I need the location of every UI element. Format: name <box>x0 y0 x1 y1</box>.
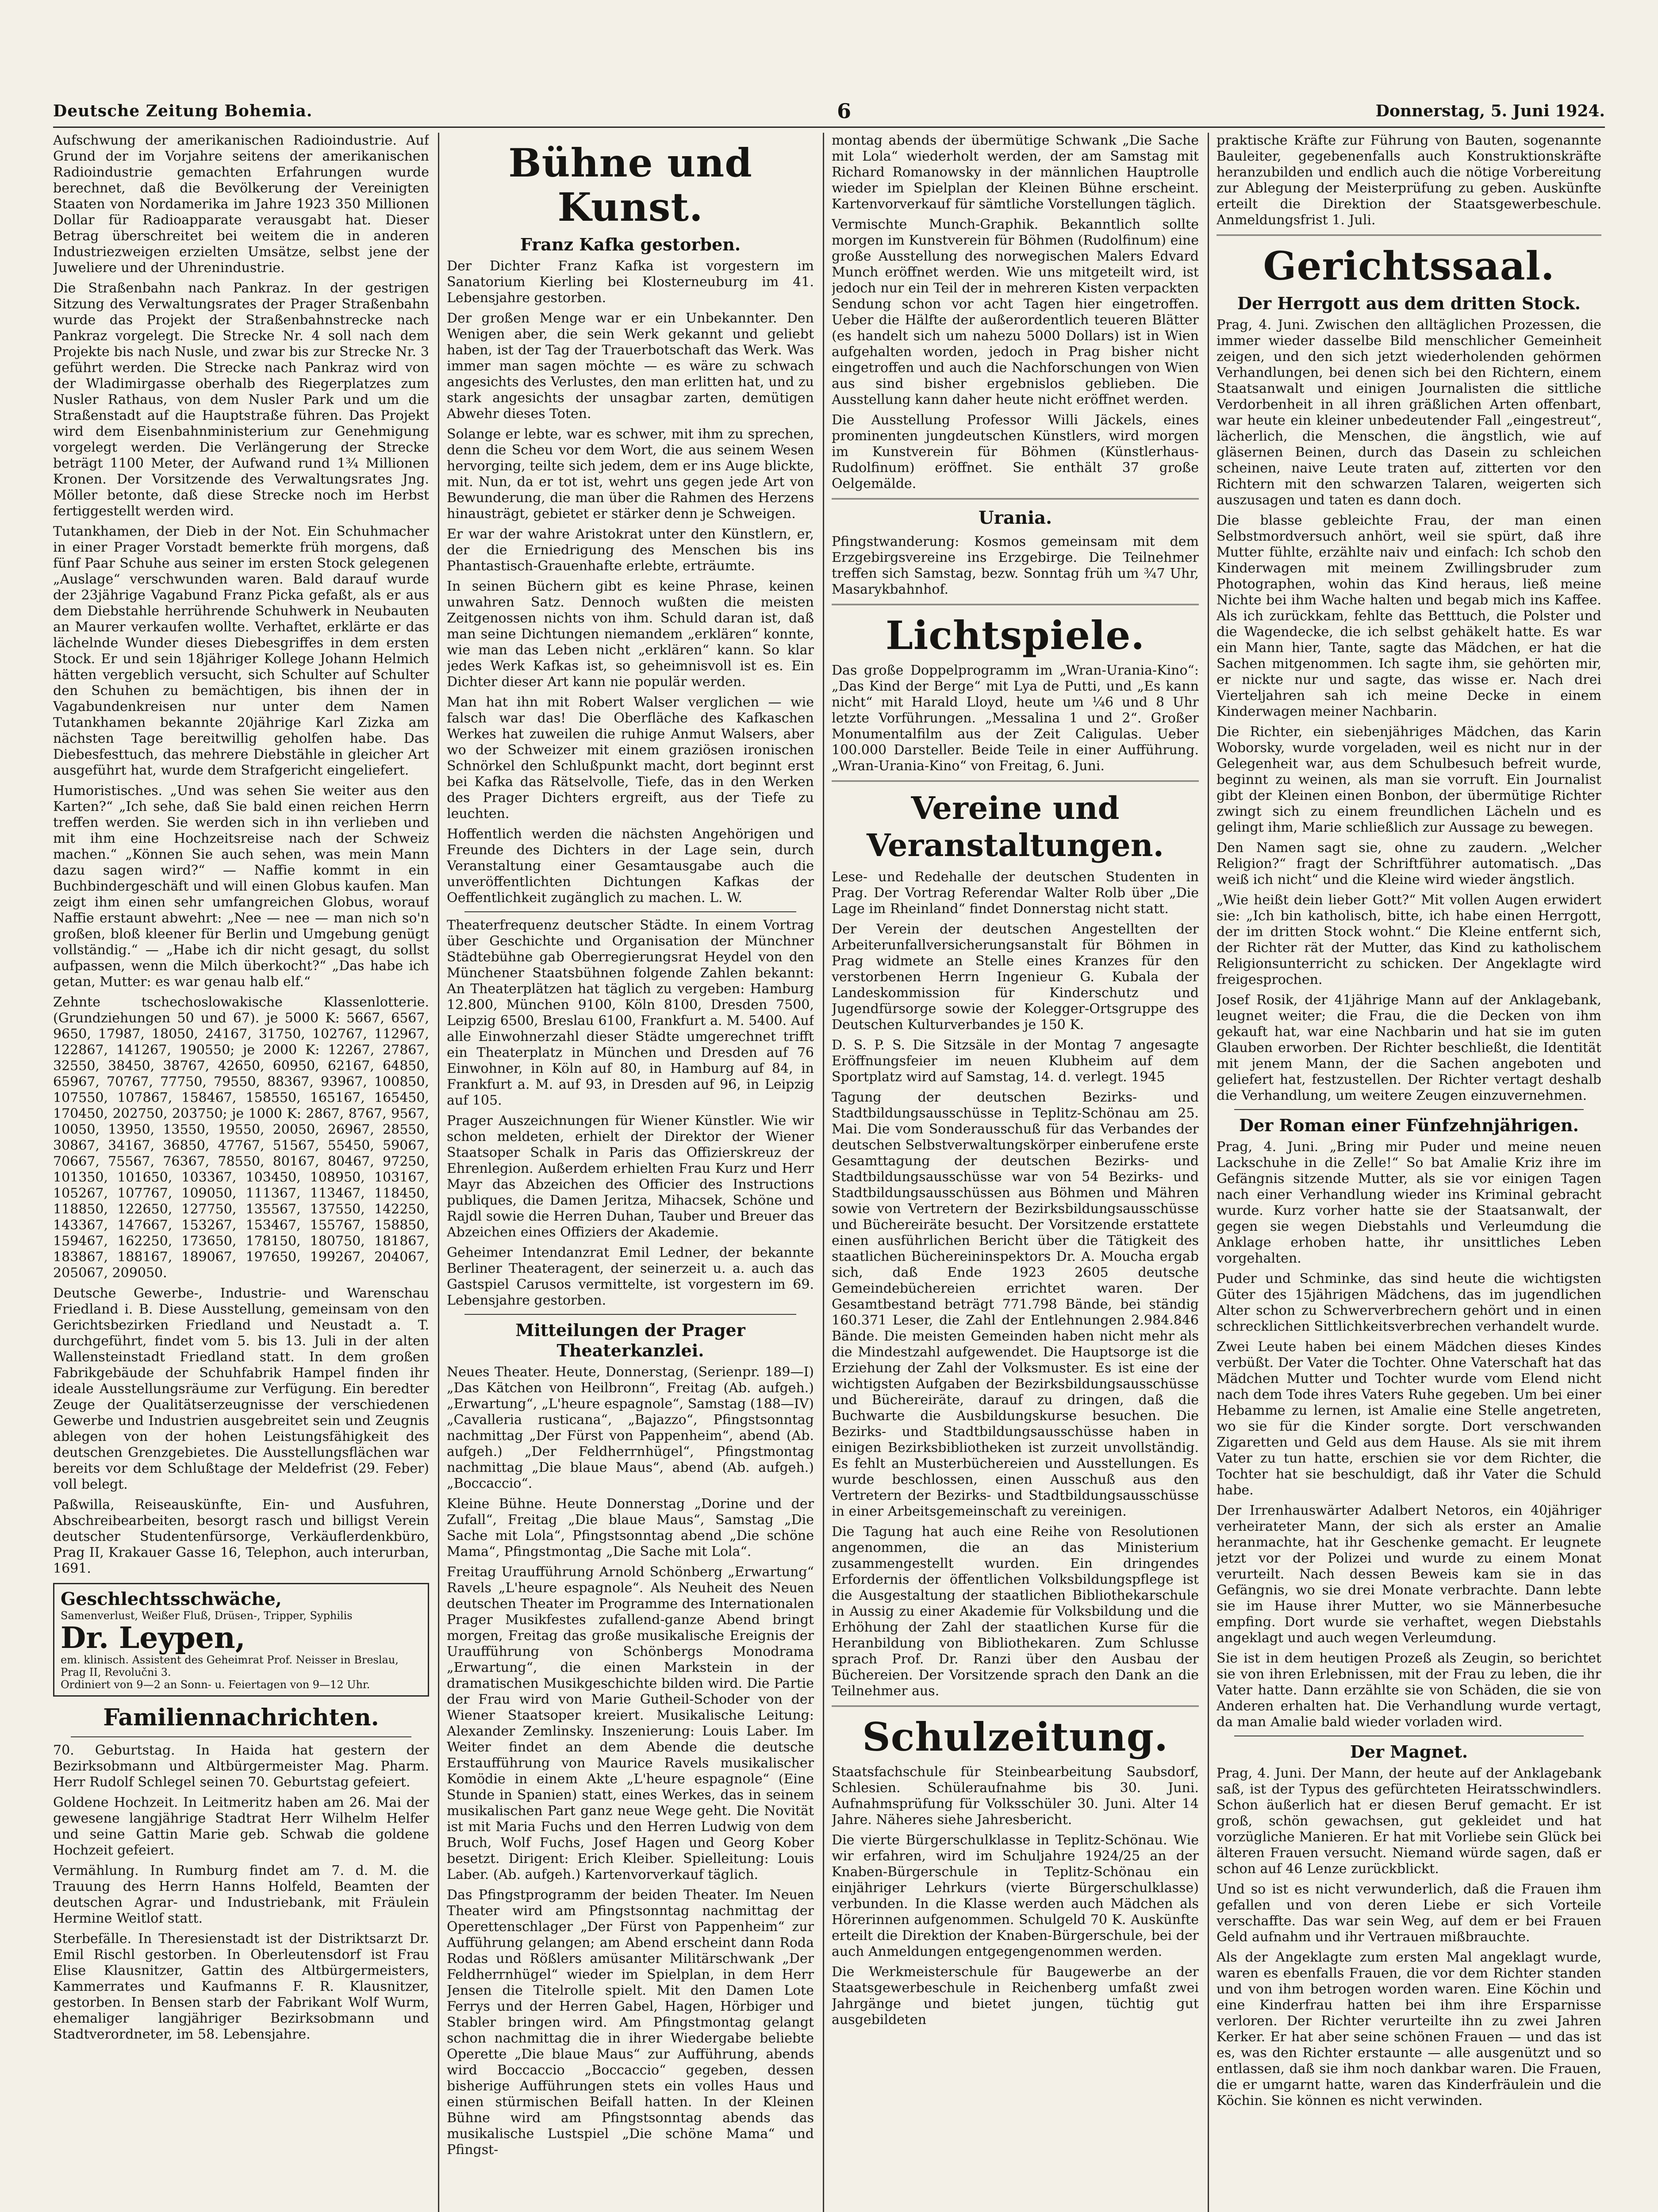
column-rule <box>1208 133 1209 2212</box>
event-notice: D. S. P. S. Die Sitzsäle in der Montag 7 angesagte Eröffnungsfeier im neuen Klubheim auf dem Sportplatz wird auf Samstag, 14. d. verlegt. 1945 <box>832 1037 1199 1085</box>
divider <box>464 1314 796 1315</box>
news-item: Deutsche Gewerbe-, Industrie- und Warenschau Friedland i. B. Diese Ausstellung, gemeinsam von den Gerichtsbezirken Friedland und Neustadt a. T. durchgeführt, findet vom 5. bis 13. Juli in der alten Wallensteinstadt Friedland statt. In dem großen Fabrikgebäude der Schuhfabrik Hampel finden ihr ideale Ausstellungsräume zur Verfügung. Ein beredter Zeuge der Qualitätserzeugnisse der verschiedenen Gewerbe und Industrien ausgebreitet sein und Zeugnis ablegen von der hohen Leistungsfähigkeit des deutschen Grenzgebietes. Die Ausstellungsflächen war bereits vor dem Schlußtage der Meldefrist (29. Feber) voll belegt. <box>53 1286 429 1492</box>
news-item: Prager Auszeichnungen für Wiener Künstler. Wie wir schon meldeten, erhielt der Direktor der Wiener Staatsoper Schalk in Paris das Offizierskreuz der Ehrenlegion. Außerdem erhielten Frau Kurz und Herr Mayr das Abzeichen des Officier des Instructions publiques, die Damen Jeritza, Mihacsek, Schöne und Rajdl sowie die Herren Duhan, Tauber und Breuer das Abzeichen eines Offiziers der Akademie. <box>447 1113 814 1240</box>
news-item: Pfingstwanderung: Kosmos gemeinsam mit dem Erzgebirgsvereine ins Erzgebirge. Die Teilnehmer treffen sich Samstag, bezw. Sonntag früh um ¾7 Uhr, Masarykbahnhof. <box>832 534 1199 597</box>
event-notice: Der Verein der deutschen Angestellten der Arbeiterunfallversicherungsanstalt für Böhmen in Prag widmete an Stelle eines Kranzes für den verstorbenen Herrn Ingenieur G. Kubala der Landeskommission für Kinderschutz und Jugendfürsorge sowie der Kolegger-Ortsgruppe des Deutschen Kulturverbandes je 150 K. <box>832 922 1199 1033</box>
ad-headline: Geschlechtsschwäche, <box>61 1589 282 1609</box>
theater-notice: Das Pfingstprogramm der beiden Theater. Im Neuen Theater wird am Pfingstsonntag nachmittag der Operettenschlager „Der Fürst von Pappenheim“ zur Aufführung gelangen; am Abend erscheint dann Roda Rodas und Rößlers amüsanter Militärschwank „Der Feldherrnhügel“ wieder im Spielplan, in dem Herr Jensen die Titelrolle spielt. Mit den Damen Lote Ferrys und der Herren Gabel, Hagen, Hörbiger und Stabler bringen wird. Am Pfingstmontag gelangt schon nachmittag die in ihrer Wiedergabe beliebte Operette „Die blaue Maus“ zur Aufführung, abends wird Boccaccio „Boccaccio“ gegeben, dessen bisherige Aufführungen stets ein volles Haus und einen stürmischen Beifall hatten. In der Kleinen Bühne wird am Pfingstsonntag abends das musikalische Lustspiel „Die schöne Mama“ und Pfingst- <box>447 1887 814 2158</box>
ad-doctor-name: Dr. Leypen, <box>61 1621 246 1655</box>
article-paragraph: Die blasse gebleichte Frau, der man einen Selbstmordversuch anhört, weil sie spürt, daß ihre Mutter fühlte, erzählte naiv und einfach: Ich schob den Kinderwagen mit meinem Zwillingsbruder zum Photographen, wohin das Kind heraus, ließ meine Nichte bei ihm Wache halten und begab mich ins Kaffee. Als ich zurückkam, fehlte das Betttuch, die Polster und die Wagendecke, die ich selbst gehäkelt hatte. Es war ein Mann hier, Tante, sagte das Mädchen, er hat die Sachen mitgenommen. Ich sagte ihm, sie gehörten mir, er nickte nur und sagte, das wisse er. Nach drei Vierteljahren sah ich meine Decke in einem Kinderwagen meiner Nachbarin. <box>1217 513 1601 719</box>
section-title-clubs-events: Vereine und Veranstaltungen. <box>866 790 1164 864</box>
family-notice: Vermählung. In Rumburg findet am 7. d. M. die Trauung des Herrn Hanns Holfeld, Beamten der deutschen Agrar- und Industriebank, mit Fräulein Hermine Weitlof statt. <box>53 1863 429 1926</box>
article-paragraph: Solange er lebte, war es schwer, mit ihm zu sprechen, denn die Scheu vor dem Wort, die aus seinem Wesen hervorging, teilte sich jedem, dem er ins Auge blickte, mit. Nun, da er tot ist, wehrt uns gegen jede Art von Bewunderung, die man über die Rahmen des Herzens hinausträgt, gebietet er stärker denn je Schweigen. <box>447 426 814 522</box>
divider <box>832 498 1199 499</box>
family-notice: Goldene Hochzeit. In Leitmeritz haben am 26. Mai der gewesene langjährige Stadtrat Herr Wilhelm Helfer und seine Gattin Marie geb. Schwab die goldene Hochzeit gefeiert. <box>53 1795 429 1858</box>
article-title-herrgott: Der Herrgott aus dem dritten Stock. <box>1237 293 1581 313</box>
section-title-school-news: Schulzeitung. <box>862 1714 1168 1760</box>
article-paragraph: Den Namen sagt sie, ohne zu zaudern. „Welcher Religion?“ fragt der Schriftführer automatisch. „Das weiß ich nicht“ und die Kleine wird wieder ängstlich. <box>1217 840 1601 887</box>
event-notice: Lese- und Redehalle der deutschen Studenten in Prag. Der Vortrag Referendar Walter Rolb über „Die Lage im Rheinland“ findet Donnerstag nicht statt. <box>832 869 1199 917</box>
article-paragraph: Prag, 4. Juni. „Bring mir Puder und meine neuen Lackschuhe in die Zelle!“ So bat Amalie Kriz ihre im Gefängnis sitzende Mutter, als sie vor einigen Tagen nach einer Verhandlung wieder ins Kriminal gebracht wurde. Kurz vorher hatte sie der Staatsanwalt, der gegen sie wegen Diebstahls und Verleumdung die Anklage erhoben hatte, ihr unsittliches Leben vorgehalten. <box>1217 1139 1601 1266</box>
article-paragraph: „Wie heißt dein lieber Gott?“ Mit vollen Augen erwidert sie: „Ich bin katholisch, bitte, ich habe einen Herrgott, der im dritten Stock wohnt.“ Die Kleine entfernt sich, der Richter rät der Mutter, das Kind zu katholischem Religionsunterricht zu schicken. Der Angeklagte wird freigesprochen. <box>1217 892 1601 987</box>
article-title-magnet: Der Magnet. <box>1350 1742 1468 1762</box>
divider <box>1234 1109 1584 1110</box>
divider <box>71 1736 411 1737</box>
article-paragraph: Hoffentlich werden die nächsten Angehörigen und Freunde des Dichters in der Lage sein, durch Veranstaltung einer Gesamtausgabe auch die unveröffentlichten Dichtungen Kafkas der Oeffentlichkeit zugänglich zu machen. L. W. <box>447 826 814 906</box>
article-paragraph: Puder und Schminke, das sind heute die wichtigsten Güter des 15jährigen Mädchens, das im jugendlichen Alter schon zu Schwerverbrechern gehört und in einen schrecklichen Sittlichkeitsverbrechen verhandelt wurde. <box>1217 1271 1601 1334</box>
article-paragraph: Der Dichter Franz Kafka ist vorgestern im Sanatorium Kierling bei Klosterneuburg im 41. Lebensjahre gestorben. <box>447 258 814 306</box>
column-4 <box>1217 133 1601 2212</box>
event-notice: Tagung der deutschen Bezirks- und Stadtbildungsausschüsse in Teplitz-Schönau am 25. Mai. Die vom Sonderausschuß für das Verbandes der deutschen Selbstverwaltungskörper einberufene erste Gesamttagung der deutschen Bezirks- und Stadtbildungsausschüsse war von 54 Bezirks- und Stadtbildungsausschüssen aus Böhmen und Mähren sowie von Vertretern der Bezirksbildungsausschüsse und Büchereiräte besucht. Der Vorsitzende erstattete einen ausführlichen Bericht über die Tätigkeit des staatlichen Büchereininspektors Dr. A. Moucha ergab sich, daß Ende 1923 2605 deutsche Gemeindebüchereien errichtet waren. Der Gesamtbestand beträgt 771.798 Bände, bei ständig 160.371 Leser, die Zahl der Entlehnungen 2.984.846 Bände. Die meisten Gemeinden haben nicht mehr als die Mindestzahl aufgewendet. Die Hauptsorge ist die Erziehung der Zahl der Volksmuster. Es ist eine der wichtigsten Aufgaben der Bezirksbildungsausschüsse und Büchereiräte, darauf zu dringen, daß die Buchwarte die Ausbildungskurse besuchen. Die Bezirks- und Stadtbildungsausschüsse haben in einigen Bezirksbibliotheken ist zurzeit unvollständig. Es fehlt an Musterbüchereien und Ausstellungen. Es wurde beschlossen, einen Ausschuß aus den Vertretern der Bezirks- und Stadtbildungsausschüsse in einer Arbeitsgemeinschaft zu vereinigen. <box>832 1090 1199 1519</box>
divider <box>832 780 1199 782</box>
article-paragraph: Zwei Leute haben bei einem Mädchen dieses Kindes verbüßt. Der Vater die Tochter. Ohne Vaterschaft hat das Mädchen Mutter und Tochter wurde vom Elend nicht nach dem Tode ihres Vaters Ruhe gegeben. Um bei einer Hebamme zu lernen, ist Amalie eine Stelle angetreten, wo sie für die Kinder sorgte. Dort verschwanden Zigaretten und Geld aus dem Hause. Als sie mit ihrem Vater zu tun hatte, erschien sie vor dem Richter, die Tochter hat sie beschuldigt, daß ihr Vater die Schuld habe. <box>1217 1339 1601 1498</box>
article-title-kafka: Franz Kafka gestorben. <box>520 234 741 254</box>
page-header <box>53 96 1605 128</box>
section-title-courtroom: Gerichtssaal. <box>1263 243 1555 289</box>
news-item: Aufschwung der amerikanischen Radioindustrie. Auf Grund der im Vorjahre seitens der amerikanischen Radioindustrie gemachten Erfahrungen wurde berechnet, daß die Bevölkerung der Vereinigten Staaten von Nordamerika im Jahre 1923 350 Millionen Dollar für Radioapparate verausgabt hat. Dieser Betrag überschreitet bei weitem die in anderen Industriezweigen erzielten Umsätze, selbst jene der Juweliere und der Uhrenindustrie. <box>53 133 429 276</box>
news-item: Humoristisches. „Und was sehen Sie weiter aus den Karten?“ „Ich sehe, daß Sie bald einen reichen Herrn treffen werden. Sie werden sich in ihn verlieben und mit ihm eine Hochzeitsreise nach der Schweiz machen.“ „Können Sie auch sehen, was mein Mann dazu sagen wird?“ — Naffie kommt in ein Buchbindergeschäft und will einen Globus kaufen. Man zeigt ihm einen sehr umfangreichen Globus, worauf Naffie erstaunt abwehrt: „Nee — nee — man nich so'n großen, bloß kleener für Berlin und Umgebung genügt vollständig.“ — „Habe ich dir nicht gesagt, du sollst aufpassen, wenn die Milch überkocht?“ „Das habe ich getan, Mutter: es war genau halb elf.“ <box>53 783 429 990</box>
news-item: Theaterfrequenz deutscher Städte. In einem Vortrag über Geschichte und Organisation der Münchner Städtebühne gab Oberregierungsrat Heydel von den Münchener Staatsbühnen folgende Zahlen bekannt: An Theaterplätzen hat täglich zu vergeben: Hamburg 12.800, München 9100, Köln 8100, Dresden 7500, Leipzig 6500, Breslau 6100, Frankfurt a. M. 5400. Auf alle Einwohnerzahl dieser Städte umgerechnet trifft ein Theaterplatz in München und Dresden auf 76 Einwohner, in Köln auf 80, in Hamburg auf 84, in Frankfurt a. M. auf 93, in Dresden auf 96, in Leipzig auf 105. <box>447 918 814 1108</box>
cinema-notice: Das große Doppelprogramm im „Wran-Urania-Kino“: „Das Kind der Berge“ mit Lya de Putti, und „Es kann nicht“ mit Harald Lloyd, heute um ¼6 und 8 Uhr letzte Vorführungen. „Messalina 1 und 2“. Großer Monumentalfilm aus der Zeit Caligulas. Ueber 100.000 Darsteller. Beide Teile in einer Aufführung. „Wran-Urania-Kino“ von Freitag, 6. Juni. <box>832 663 1199 774</box>
section-title-stage-and-art: Bühne und Kunst. <box>508 140 752 230</box>
news-item: Tutankhamen, der Dieb in der Not. Ein Schuhmacher in einer Prager Vorstadt bemerkte früh morgens, daß fünf Paar Schuhe aus seiner im ersten Stock gelegenen „Auslage“ verschwunden waren. Bald darauf wurde der 23jährige Vagabund Franz Picka gefaßt, als er aus dem Diebstahle herrührende Schuhwerk in Neubauten an Maurer verkaufen wollte. Verhaftet, erklärte er das lächelnde Wunder dieses Diebesgriffes in dem ersten Stock. Er und sein 18jähriger Kollege Johann Helmich hätten vergeblich versucht, sich Schulter auf Schulter den Schuhen zu bemächtigen, bis ihnen der in Vagabundenkreisen nur unter dem Namen Tutankhamen bekannte 20jährige Karl Zizka am nächsten Tage bereitwillig geholfen habe. Das Diebesfesttuch, das mehrere Diebstähle in gleicher Art ausgeführt hat, wurde dem Strafgericht eingeliefert. <box>53 524 429 778</box>
theater-notice: Freitag Uraufführung Arnold Schönberg „Erwartung“ Ravels „L'heure espagnole“. Als Neuheit des Neuen deutschen Theater im Programme des Internationalen Prager Musikfestes zufallend-ganze Abend bringt morgen, Freitag das große musikalische Ereignis der Uraufführung von Schönbergs Monodrama „Erwartung“, die einen Markstein in der dramatischen Musikgeschichte bilden wird. Die Partie der Frau wird von Marie Gutheil-Schoder von der Wiener Staatsoper kreiert. Musikalische Leitung: Alexander Zemlinsky. Inszenierung: Louis Laber. Im Weiter findet an dem Abende die deutsche Erstaufführung von Maurice Ravels musikalischer Komödie in einem Akte „L'heure espagnole“ (Eine Stunde in Spanien) statt, eines Werkes, das in seinem musikalischen Part ganz neue Wege geht. Die Novität ist mit Maria Fuchs und den Herren Ludwig von dem Bruch, Wolf Fuchs, Josef Hagen und Georg Kober besetzt. Dirigent: Erich Kleiber. Spielleitung: Louis Laber. (Ab. aufgeh.) Kartenvorverkauf täglich. <box>447 1564 814 1882</box>
ad-doctor-detail: em. klinisch. Assistent des Geheimrat Prof. Neisser in Breslau, Prag II, Revolučni 3. <box>61 1654 399 1678</box>
news-item: Geheimer Intendanzrat Emil Ledner, der bekannte Berliner Theateragent, der seinerzeit u. a. auch das Gastspiel Carusos vermittelte, ist vorgestern im 69. Lebensjahre gestorben. <box>447 1245 814 1308</box>
subsection-title-theater-office: Mitteilungen der Prager Theaterkanzlei. <box>515 1320 745 1360</box>
school-notice: Die Werkmeisterschule für Baugewerbe an der Staatsgewerbeschule in Reichenberg umfaßt zwei Jahrgänge und bietet jungen, tüchtig gut ausgebildeten <box>832 1964 1199 2028</box>
article-paragraph: Die Richter, ein siebenjähriges Mädchen, das Karin Woborsky, wurde vorgeladen, weil es nicht nur in der Gelegenheit war, aus dem Schulbesuch befreit wurde, beginnt zu weinen, als man sie vorruft. Ein Journalist gibt der Kleinen einen Bonbon, der übermütige Richter zwingt sich zu einem freundlichen Lächeln und es gelingt ihm, Marie schließlich zur Aussage zu bewegen. <box>1217 724 1601 835</box>
family-notice: 70. Geburtstag. In Haida hat gestern der Bezirksobmann und Altbürgermeister Mag. Pharm. Herr Rudolf Schlegel seinen 70. Geburtstag gefeiert. <box>53 1743 429 1790</box>
section-title-cinema: Lichtspiele. <box>885 612 1145 658</box>
theater-notice: montag abends der übermütige Schwank „Die Sache mit Lola“ wiederholt werden, der am Samstag mit Richard Romanowsky in der männlichen Hauptrolle wieder im Spielplan der Kleinen Bühne erscheint. Kartenvorverkauf für sämtliche Vorstellungen täglich. <box>832 133 1199 212</box>
news-item: Vermischte Munch-Graphik. Bekanntlich sollte morgen im Kunstverein für Böhmen (Rudolfinum) eine große Ausstellung des norwegischen Malers Edvard Munch eröffnet werden. Wie uns mitgeteilt wird, ist jedoch nur ein Teil der in mehreren Kisten verpackten Sendung schon vor acht Tagen hier eingetroffen. Ueber die Hälfte der außerordentlich teueren Blätter (es handelt sich um nahezu 5000 Dollars) ist in Wien aufgehalten worden, jedoch in Prag bisher nicht eingetroffen und auch die Nachforschungen von Wien aus sind bisher ergebnislos geblieben. Die Ausstellung kann daher heute nicht eröffnet werden. <box>832 217 1199 407</box>
divider <box>832 1705 1199 1707</box>
article-paragraph: Und so ist es nicht verwunderlich, daß die Frauen ihm gefallen und von deren Liebe er sich Vorteile verschaffte. Das war sein Weg, auf dem er bei Frauen Geld aufnahm und ihr Vertrauen mißbrauchte. <box>1217 1882 1601 1945</box>
event-notice: Die Tagung hat auch eine Reihe von Resolutionen angenommen, die an das Ministerium zusammengestellt wurden. Ein dringendes Erfordernis der öffentlichen Volksbildungspflege ist die Ausgestaltung der staatlichen Bibliothekarschule in Aussig zu einer Akademie für Volksbildung und die Erhöhung der Zahl der staatlichen Kurse für die Heranbildung von Bibliothekaren. Zum Schlusse sprach Prof. Dr. Ranzi über den Ausbau der Büchereien. Der Vorsitzende sprach den Dank an die Teilnehmer aus. <box>832 1524 1199 1699</box>
family-notice: Sterbefälle. In Theresienstadt ist der Distriktsarzt Dr. Emil Rischl gestorben. In Oberleutensdorf ist Frau Elise Klausnitzer, Gattin des Altbürgermeisters, Kammerrates und Kaufmanns F. R. Klausnitzer, gestorben. In Bensen starb der Fabrikant Wolf Wurm, ehemaliger langjähriger Bezirksobmann und Stadtverordneter, im 58. Lebensjahre. <box>53 1931 429 2042</box>
article-paragraph: Als der Angeklagte zum ersten Mal angeklagt wurde, waren es ebenfalls Frauen, die vor dem Richter standen und von ihm betrogen worden waren. Eine Köchin und eine Kinderfrau hatten bei ihm ihre Ersparnisse verloren. Der Richter verurteilte ihn zu zwei Jahren Kerker. Er hat aber seine schönen Frauen — und das ist es, was den Richter erstaunte — alle ausgenützt und so entlassen, daß sie ihm noch dankbar waren. Die Frauen, die er umgarnt hatte, waren das Kinderfräulein und die Köchin. Sie können es nicht verwinden. <box>1217 1950 1601 2108</box>
newspaper-name: Deutsche Zeitung Bohemia. <box>53 102 313 120</box>
school-notice: Staatsfachschule für Steinbearbeitung Saubsdorf, Schlesien. Schüleraufnahme bis 30. Juni. Aufnahmsprüfung für Volksschüler 30. Juni. Alter 14 Jahre. Näheres siehe Jahresbericht. <box>832 1764 1199 1828</box>
divider <box>832 604 1199 605</box>
article-paragraph: In seinen Büchern gibt es keine Phrase, keinen unwahren Satz. Dennoch wußten die meisten Zeitgenossen nichts von ihm. Schuld daran ist, daß man seine Dichtungen niemandem „erklären“ konnte, wie man das Leben nicht „erklären“ kann. So klar jedes Werk Kafkas ist, so geheimnisvoll ist es. Ein Dichter dieser Art kann nie populär werden. <box>447 579 814 690</box>
issue-date: Donnerstag, 5. Juni 1924. <box>1375 102 1605 120</box>
section-title-family: Familiennachrichten. <box>103 1704 379 1731</box>
article-title-roman: Der Roman einer Fünfzehnjährigen. <box>1239 1115 1579 1135</box>
column-rule <box>438 133 439 2212</box>
column-2 <box>447 133 814 2212</box>
column-1 <box>53 133 429 2212</box>
divider <box>1217 234 1601 236</box>
divider <box>464 911 796 912</box>
news-item: Die Ausstellung Professor Willi Jäckels, eines prominenten jungdeutschen Künstlers, wird morgen im Kunstverein für Böhmen (Künstlerhaus-Rudolfinum) eröffnet. Sie enthält 37 große Oelgemälde. <box>832 412 1199 492</box>
doctor-advertisement <box>53 1583 429 1697</box>
article-paragraph: Der Irrenhauswärter Adalbert Netoros, ein 40jähriger verheirateter Mann, der sich als erster an Amalie heranmachte, hat ihr Geschenke gemacht. Er leugnete jetzt vor der Polizei und wurde zu einem Monat verurteilt. Nach dessen Beweis kam sie in das Gefängnis, wo sie drei Monate verbrachte. Dann lebte sie im Hause ihrer Mutter, wo sie Männerbesuche empfing. Dort wurde sie verhaftet, wegen Diebstahls angeklagt und auch wegen Verleumdung. <box>1217 1503 1601 1646</box>
article-paragraph: Der großen Menge war er ein Unbekannter. Den Wenigen aber, die sein Werk gekannt und geliebt haben, ist der Tag der Trauerbotschaft das Werk. Was immer man sagen möchte — es wäre zu schwach angesichts des Verlustes, den man erlitten hat, und zu stark angesichts der unsagbar zarten, demütigen Abwehr dieses Toten. <box>447 311 814 422</box>
ad-conditions: Samenverlust, Weißer Fluß, Drüsen-, Tripper, Syphilis <box>61 1609 353 1622</box>
news-item: Paßwilla, Reiseauskünfte, Ein- und Ausfuhren, Abschreibearbeiten, besorgt rasch und billigst Verein deutscher Studentenfürsorge, Verkäuflerdenkbüro, Prag II, Krakauer Gasse 16, Telephon, auch interurban, 1691. <box>53 1497 429 1576</box>
page-number: 6 <box>837 99 852 123</box>
news-item: Die Straßenbahn nach Pankraz. In der gestrigen Sitzung des Verwaltungsrates der Prager Straßenbahn wurde das Projekt der Straßenbahnstrecke nach Pankraz vorgelegt. Die Strecke Nr. 4 soll nach dem Projekte bis nach Nusle, und zwar bis zur Strecke Nr. 3 geführt werden. Die Strecke nach Pankraz wird von der Wladimirgasse oberhalb des Riegerplatzes zum Nusler Rathaus, von dem Nusler Park und um die Straßenstadt auf die Hauptstraße führen. Das Projekt wird dem Eisenbahnministerium zur Genehmigung vorgelegt werden. Die Verlängerung der Strecke beträgt 1100 Meter, der Aufwand rund 1¾ Millionen Kronen. Der Vorsitzende des Verwaltungsrates Jng. Möller betonte, daß diese Strecke noch im Herbst fertiggestellt werden wird. <box>53 280 429 519</box>
article-paragraph: Prag, 4. Juni. Zwischen den alltäglichen Prozessen, die immer wieder dasselbe Bild menschlicher Gemeinheit zeigen, und den sich jetzt wiederholenden gehörmen Verhandlungen, bei denen sich bei den Richtern, einem Staatsanwalt und einigen Journalisten die sittliche Verdorbenheit in all ihren gräßlichen Arten offenbart, war heute ein kleiner unbedeutender Fall „eingestreut“, lächerlich, die Menschen, die ängstlich, wie auf gläsernen Beinen, durch das Dasein zu schleichen scheinen, naive Leute traten auf, zitterten vor den Richtern mit den schwarzen Talaren, weigerten sich auszusagen und taten es dann doch. <box>1217 317 1601 508</box>
article-paragraph: Josef Rosik, der 41jährige Mann auf der Anklagebank, leugnet weiter; die Frau, die die Decken von ihm gekauft hat, war eine Nachbarin und hat sie im guten Glauben erworben. Der Richter beschließt, die Identität mit jenem Mann, der die Sachen angeboten und geliefert hat, festzustellen. Der Richter vertagt deshalb die Verhandlung, um weitere Zeugen einzuvernehmen. <box>1217 992 1601 1103</box>
column-rule <box>823 133 824 2212</box>
article-paragraph: Man hat ihn mit Robert Walser verglichen — wie falsch war das! Die Oberfläche des Kafkaschen Werkes hat zuweilen die ruhige Anmut Walsers, aber wo der Schweizer mit einem graziösen ironischen Schnörkel den Schlußpunkt macht, dort beginnt erst bei Kafka das Rätselvolle, Tiefe, das in den Werken des Prager Dichters ergreift, aus der Tiefe zu leuchten. <box>447 695 814 822</box>
school-notice: Die vierte Bürgerschulklasse in Teplitz-Schönau. Wie wir erfahren, wird im Schuljahre 1924/25 an der Knaben-Bürgerschule in Teplitz-Schönau ein einjähriger Lehrkurs (vierte Bürgerschulklasse) verbunden. In die Klasse werden auch Mädchen als Hörerinnen aufgenommen. Schulgeld 70 K. Auskünfte erteilt die Direktion der Knaben-Bürgerschule, bei der auch Anmeldungen entgegengenommen werden. <box>832 1832 1199 1959</box>
theater-notice: Neues Theater. Heute, Donnerstag, (Serienpr. 189—I) „Das Kätchen von Heilbronn“, Freitag (Ab. aufgeh.) „Erwartung“, „L'heure espagnole“, Samstag (188—IV) „Cavalleria rusticana“, „Bajazzo“, Pfingstsonntag nachmittag „Der Fürst von Pappenheim“, abend (Ab. aufgeh.) „Der Feldherrnhügel“, Pfingstmontag nachmittag „Die blaue Maus“, abend (Ab. aufgeh.) „Boccaccio“. <box>447 1364 814 1491</box>
lottery-results: Zehnte tschechoslowakische Klassenlotterie. (Grundziehungen 50 und 67). je 5000 K: 5667, 6567, 9650, 17987, 18050, 24167, 31750, 102767, 112967, 122867, 141267, 190550; je 2000 K: 12267, 27867, 32550, 38450, 38767, 42650, 60950, 62167, 64850, 65967, 70767, 77750, 79550, 88367, 93967, 100850, 107550, 107867, 158467, 158550, 165167, 165450, 170450, 202750, 203750; je 1000 K: 2867, 8767, 9567, 10050, 13950, 13550, 19550, 20050, 26967, 28550, 30867, 34167, 36850, 47767, 51567, 55450, 59067, 70667, 75567, 76367, 78550, 80167, 80467, 97250, 101350, 101650, 103367, 103450, 108950, 103167, 105267, 107767, 109050, 111367, 113467, 118450, 118850, 122650, 127750, 135567, 137550, 142250, 143367, 147667, 153267, 153467, 155767, 158850, 159467, 162250, 173650, 178150, 180750, 181867, 183867, 188167, 189067, 197650, 199267, 204067, 205067, 209050. <box>53 995 429 1281</box>
theater-notice: Kleine Bühne. Heute Donnerstag „Dorine und der Zufall“, Freitag „Die blaue Maus“, Samstag „Die Sache mit Lola“, Pfingstsonntag abend „Die schöne Mama“, Pfingstmontag „Die Sache mit Lola“. <box>447 1496 814 1559</box>
article-paragraph: Sie ist in dem heutigen Prozeß als Zeugin, so berichtet sie von ihren Erlebnissen, mit der Frau zu leben, die ihr Vater hatte. Dann erzählte sie von Schäden, die sie von Anderen erhalten hat. Die Verhandlung wurde vertagt, da man Amalie bald wieder vorladen wird. <box>1217 1651 1601 1730</box>
school-notice: praktische Kräfte zur Führung von Bauten, sogenannte Bauleiter, gegebenenfalls auch Konstruktionskräfte heranzubilden und endlich auch die nötige Vorbereitung zur Ablegung der Meisterprüfung zu geben. Auskünfte erteilt die Direktion der Staatsgewerbeschule. Anmeldungsfrist 1. Juli. <box>1217 133 1601 228</box>
article-paragraph: Prag, 4. Juni. Der Mann, der heute auf der Anklagebank saß, ist der Typus des gefürchteten Heiratsschwindlers. Schon äußerlich hat er diesen Beruf gemacht. Er ist groß, schön gewachsen, gut gekleidet und hat vorzügliche Manieren. Er hat mit Vorliebe sein Glück bei älteren Frauen versucht. Niemand würde sagen, daß er schon auf 46 Lenze zurückblickt. <box>1217 1766 1601 1877</box>
ad-office-hours: Ordiniert von 9—2 an Sonn- u. Feiertagen von 9—12 Uhr. <box>61 1678 370 1691</box>
column-3 <box>832 133 1199 2212</box>
article-paragraph: Er war der wahre Aristokrat unter den Künstlern, er, der die Erniedrigung des Menschen bis ins Phantastisch-Grauenhafte erlebte, erträumte. <box>447 526 814 574</box>
section-title-urania: Urania. <box>979 507 1052 528</box>
